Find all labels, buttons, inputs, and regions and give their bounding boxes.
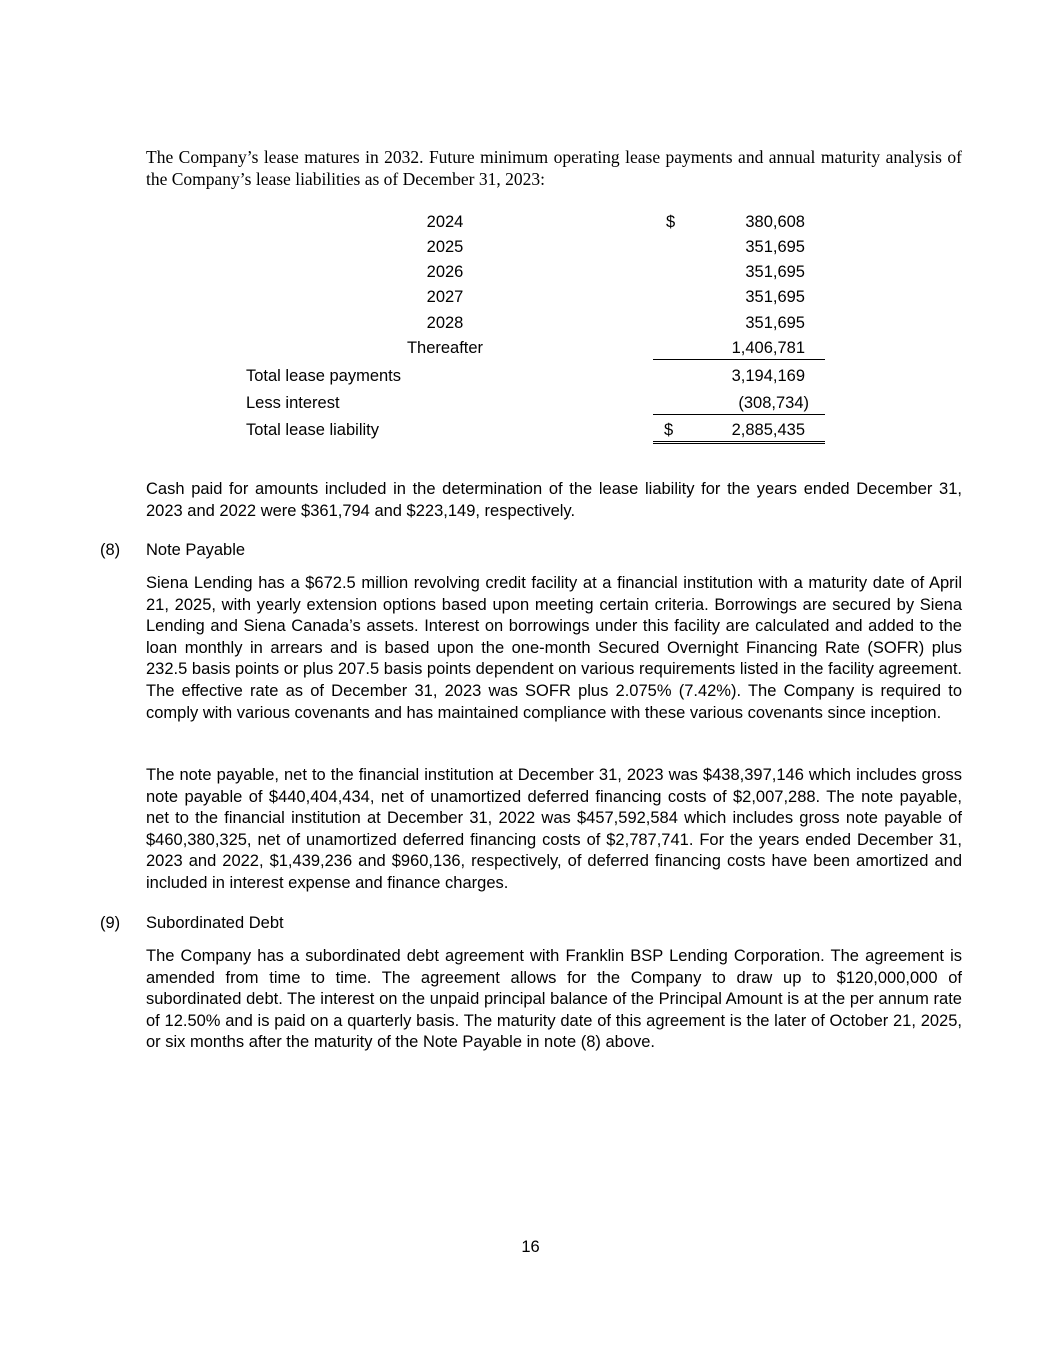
year-label: 2025 (426, 238, 464, 256)
cash-paid-paragraph: Cash paid for amounts included in the determination of the lease liability for the years ended December 31, 2023 and 2022 were $361,794 and $223,149, respectively. (146, 480, 962, 520)
table-row (0, 260, 1055, 284)
dollar-sign: $ (664, 421, 674, 439)
interest-rule (653, 414, 825, 415)
note-payable-paragraph-1: Siena Lending has a $672.5 million revolving credit facility at a financial institution with a maturity date of April 21, 2025, with yearly extension options based upon meeting certain criteria. Borrowings are secured by Siena Lending and Siena Canada’s assets. Interest on borrowings under this facility are calculated and added to the loan monthly in arrears and is based upon the one-month Secured Overnight Financing Rate (SOFR) plus 232.5 basis points or plus 207.5 basis points dependent on various requirements listed in the facility agreement. The effective rate as of December 31, 2023 was SOFR plus 2.075% (7.42%). The Company is required to comply with various covenants and has maintained compliance with these various covenants since inception. (146, 574, 962, 722)
dollar-sign: $ (666, 213, 676, 231)
section-title: Note Payable (146, 541, 246, 559)
table-row (0, 311, 1055, 335)
section-number: (8) (100, 541, 121, 559)
less-interest-amount: (308,734) (738, 394, 809, 412)
year-label: 2028 (426, 314, 464, 332)
section-number: (9) (100, 914, 121, 932)
total-payments-amount: 3,194,169 (731, 367, 805, 385)
table-row (0, 210, 1055, 234)
year-label: 2026 (426, 263, 464, 281)
year-label: Thereafter (406, 339, 484, 357)
total-liability-amount: 2,885,435 (731, 421, 805, 439)
amount-value: 351,695 (745, 238, 805, 256)
year-label: 2024 (426, 213, 464, 231)
total-payments-label: Total lease payments (246, 367, 402, 385)
total-double-rule (653, 441, 825, 444)
table-row (0, 285, 1055, 309)
note-payable-paragraph-2: The note payable, net to the financial institution at December 31, 2023 was $438,397,146 which includes gross note payable of $440,404,434, net of unamortized deferred financing costs of $2,007,288. The note payable, net to the financial institution at December 31, 2022 was $457,592,584 which includes gross note payable of $460,380,325, net of unamortized deferred financing costs of $2,787,741. For the years ended December 31, 2023 and 2022, $1,439,236 and $960,136, respectively, of deferred financing costs have been amortized and included in interest expense and finance charges. (146, 766, 962, 892)
less-interest-row (0, 391, 1055, 415)
page-number: 16 (521, 1238, 540, 1256)
amount-value: 351,695 (745, 263, 805, 281)
table-row (0, 336, 1055, 360)
amount-value: 351,695 (745, 288, 805, 306)
amount-value: 1,406,781 (731, 339, 805, 357)
total-liability-label: Total lease liability (246, 421, 379, 439)
year-label: 2027 (426, 288, 464, 306)
subordinated-debt-paragraph: The Company has a subordinated debt agreement with Franklin BSP Lending Corporation. The agreement is amended from time to time. The agreement allows for the Company to draw up to $120,000,000 of subordinated debt. The interest on the unpaid principal balance of the Principal Amount is at the per annum rate of 12.50% and is paid on a quarterly basis. The maturity date of this agreement is the later of October 21, 2025, or six months after the maturity of the Note Payable in note (8) above. (146, 947, 962, 1052)
less-interest-label: Less interest (246, 394, 340, 412)
total-liability-row (0, 418, 1055, 442)
intro-paragraph: The Company’s lease matures in 2032. Future minimum operating lease payments and annual maturity analysis of the Company’s lease liabilities as of December 31, 2023: (146, 147, 962, 189)
section-title: Subordinated Debt (146, 914, 284, 932)
amount-value: 351,695 (745, 314, 805, 332)
total-payments-row (0, 364, 1055, 388)
table-row (0, 235, 1055, 259)
amount-value: 380,608 (745, 213, 805, 231)
subtotal-rule (653, 359, 825, 360)
